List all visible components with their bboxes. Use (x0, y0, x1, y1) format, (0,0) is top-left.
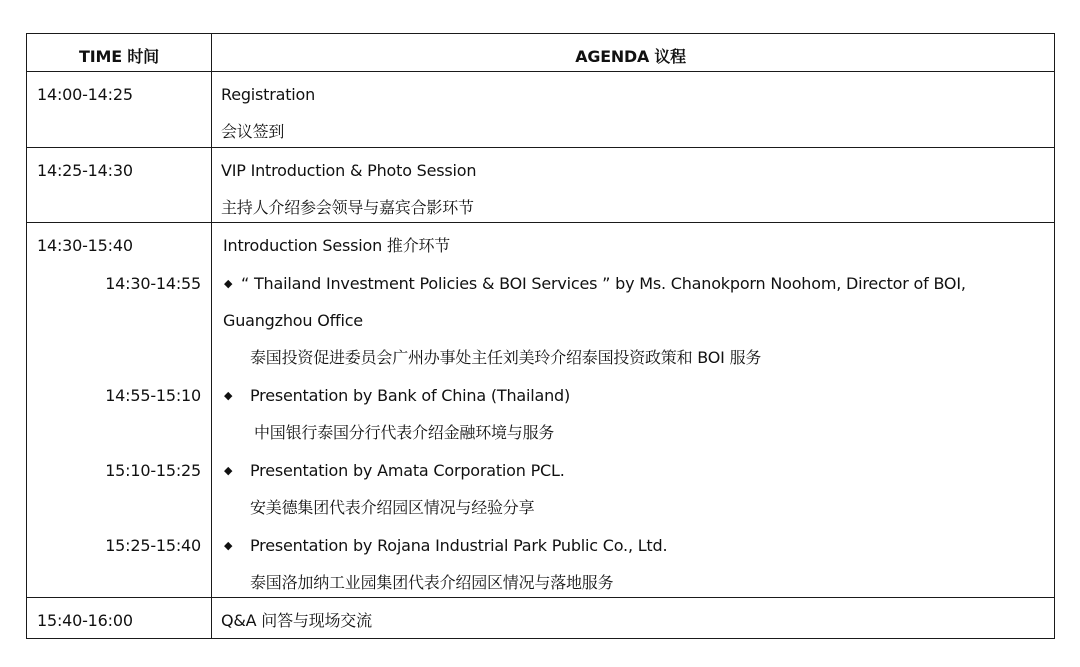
row-divider (27, 147, 1054, 148)
bullet-icon: ◆ (224, 277, 233, 290)
row-divider (27, 71, 1054, 72)
bullet-icon: ◆ (224, 464, 233, 477)
item-title: Presentation by Bank of China (Thailand) (250, 386, 571, 405)
item-title: “ Thailand Investment Policies & BOI Services ” by Ms. Chanokporn Noohom, Director of BOI, (241, 274, 966, 293)
item-title-cn: 中国银行泰国分行代表介绍金融环境与服务 (254, 423, 555, 442)
column-divider (211, 34, 212, 638)
row-time: 14:00-14:25 (37, 85, 133, 104)
time-column-header: TIME 时间 (79, 47, 159, 66)
row-time: 14:30-15:40 (37, 236, 133, 255)
row-title-cn: 会议签到 (221, 122, 285, 141)
row-title: Q&A 问答与现场交流 (221, 611, 372, 630)
item-time: 15:10-15:25 (105, 461, 201, 480)
row-divider (27, 222, 1054, 223)
item-title-continued: Guangzhou Office (223, 311, 363, 330)
agenda-column-header: AGENDA 议程 (575, 47, 686, 66)
row-time: 15:40-16:00 (37, 611, 133, 630)
item-title: Presentation by Amata Corporation PCL. (250, 461, 565, 480)
row-title: Registration (221, 85, 316, 104)
item-title-cn: 安美德集团代表介绍园区情况与经验分享 (250, 498, 535, 517)
bullet-icon: ◆ (224, 539, 233, 552)
row-title-cn: 主持人介绍参会领导与嘉宾合影环节 (221, 198, 474, 217)
row-title: VIP Introduction & Photo Session (221, 161, 477, 180)
item-title: Presentation by Rojana Industrial Park Public Co., Ltd. (250, 536, 668, 555)
row-divider (27, 597, 1054, 598)
bullet-icon: ◆ (224, 389, 233, 402)
item-time: 14:55-15:10 (105, 386, 201, 405)
item-time: 14:30-14:55 (105, 274, 201, 293)
item-time: 15:25-15:40 (105, 536, 201, 555)
agenda-table (26, 33, 1055, 639)
section-title: Introduction Session 推介环节 (223, 236, 451, 255)
item-title-cn: 泰国洛加纳工业园集团代表介绍园区情况与落地服务 (250, 573, 614, 592)
row-time: 14:25-14:30 (37, 161, 133, 180)
item-title-cn: 泰国投资促进委员会广州办事处主任刘美玲介绍泰国投资政策和 BOI 服务 (250, 348, 762, 367)
